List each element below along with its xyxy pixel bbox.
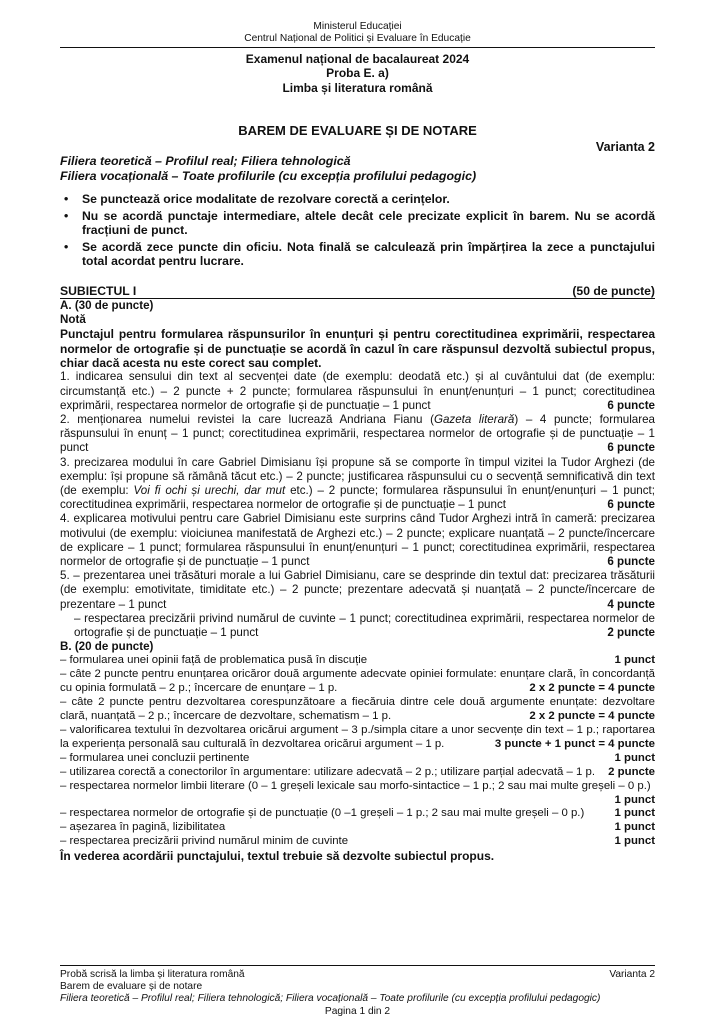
item-text-italic: Gazeta literară xyxy=(433,412,515,426)
final-note: În vederea acordării punctajului, textul trebuie să dezvolte subiectul propus. xyxy=(60,849,495,864)
subject-heading xyxy=(60,284,655,299)
part-a-title: A. (30 de puncte) xyxy=(60,299,154,312)
footer-filiere: Filiera teoretică – Profilul real; Filiera tehnologică; Filiera vocațională – Toate profilurile (cu excepția profilului pedagogic) xyxy=(60,993,601,1005)
list-item xyxy=(60,569,655,612)
nota-label: Notă xyxy=(60,313,86,327)
page-footer xyxy=(60,965,655,1018)
item-points: 1 punct xyxy=(614,835,655,848)
item-points: 2 x 2 puncte = 4 puncte xyxy=(529,710,655,723)
item-text: – câte 2 puncte pentru dezvoltarea corespunzătoare a fiecăruia dintre cele două argumente enunțate: dezvoltare clară, nuanțată – 2 p.; încercare de dezvoltare, schematism – 1 p. xyxy=(60,696,655,723)
item-text: – așezarea în pagină, lizibilitatea xyxy=(60,821,226,834)
list-item xyxy=(60,696,655,724)
item-points: 1 punct xyxy=(614,821,655,834)
filiera-line-2: Filiera vocațională – Toate profilurile (cu excepția profilului pedagogic) xyxy=(60,168,477,183)
list-item xyxy=(60,612,655,640)
item-points: 6 puncte xyxy=(607,498,655,512)
item-points: 4 puncte xyxy=(607,597,655,611)
footer-variant: Varianta 2 xyxy=(609,969,655,980)
page-number: Pagina 1 din 2 xyxy=(324,1005,391,1017)
list-item xyxy=(60,370,655,413)
footer-exam: Probă scrisă la limba și literatura română xyxy=(60,969,245,980)
item-text: – respectarea normelor limbii literare (0 – 1 greșeli lexicale sau morfo-sintactice – 1 p.; 2 sau mai multe greșeli – 0 p.) xyxy=(60,779,651,792)
item-points: 6 puncte xyxy=(607,398,655,412)
item-text: 4. explicarea motivului pentru care Gabriel Dimisianu este surprins când Tudor Arghezi intră în cameră: precizarea motivului (de exemplu: vioiciunea manifestată de Arghezi etc.) – 2 puncte; explicare nuanțată – 2 puncte/încercare de explicare – 1 punct; formularea răspunsului în enunț/enunțuri – 1 punct; corectitudinea exprimării, respectarea normelor de ortografie și de punctuație – 1 punct xyxy=(60,512,655,568)
exam-header xyxy=(60,52,655,95)
item-points: 2 puncte xyxy=(608,765,655,778)
list-item xyxy=(60,654,655,668)
item-points: 1 punct xyxy=(614,751,655,764)
rule-item: • Nu se acordă punctaje intermediare, altele decât cele precizate explicit în barem. Nu se acordă fracțiuni de punct. xyxy=(60,209,655,238)
item-text: – utilizarea corectă a conectorilor în argumentare: utilizare adecvată – 2 p.; utilizare parțial adecvată – 1 p. xyxy=(60,765,596,778)
nota-text: Punctajul pentru formularea răspunsurilor în enunțuri și pentru corectitudinea exprimării, respectarea normelor de ortografie și de punctuație se acordă în cazul în care răspunsul dezvoltă subiectul propus, chiar dacă acesta nu este corect sau complet. xyxy=(60,327,655,370)
item-text: 5. – prezentarea unei trăsături morale a lui Gabriel Dimisianu, care se desprinde din textul dat: precizarea trăsăturii (de exemplu: emotivitate, timiditate etc.) – 2 puncte; prezentare adecvată și nuanțată – 2 puncte/încercare de prezentare – 1 punct xyxy=(60,569,655,611)
item-text-part: 2. menționarea numelui revistei la care lucrează Andriana Fianu ( xyxy=(60,412,434,426)
footer-row xyxy=(60,969,655,981)
list-item xyxy=(60,668,655,696)
exam-title: Examenul național de bacalaureat 2024 xyxy=(245,52,470,66)
item-text-part: ) – 4 puncte; formularea răspunsului în enunț – 1 punct; corectitudinea exprimării, respectarea normelor de ortografie și de punctuație – 1 punct xyxy=(60,412,656,455)
item-points: 3 puncte + 1 punct = 4 puncte xyxy=(494,737,655,750)
list-item xyxy=(60,456,655,513)
ministry-name: Ministerul Educației xyxy=(313,21,402,32)
list-item xyxy=(60,512,655,569)
part-b-items xyxy=(60,654,655,849)
list-item xyxy=(60,807,655,821)
subject-one-section xyxy=(60,284,655,863)
item-text-italic: Voi fi ochi și urechi, dar mut xyxy=(133,483,286,497)
item-text-part: etc.) – 2 puncte; formularea răspunsului în enunț/enunțuri – 1 punct; corectitudinea exprimării, respectarea normelor de ortografie și de punctuație – 1 punct xyxy=(60,483,655,512)
item-points: 1 punct xyxy=(614,807,655,820)
item-text: 1. indicarea sensului din text al secvenței date (de exemplu: deodată etc.) și al cuvântului dat (de exemplu: circumstanță etc.) – 2 puncte + 2 puncte; formularea răspunsului în enunț/enunțuri – 1 punct; corectitudinea exprimării, respectarea normelor de ortografie și de punctuație – 1 punct xyxy=(60,370,655,412)
list-item xyxy=(60,413,655,456)
item-points: 2 x 2 puncte = 4 puncte xyxy=(529,682,655,695)
general-rules-list xyxy=(60,192,655,271)
item-text: – formularea unei concluzii pertinente xyxy=(60,751,250,764)
list-item xyxy=(60,780,655,808)
subject-title: SUBIECTUL I xyxy=(60,284,137,298)
proba-label: Proba E. a) xyxy=(326,66,389,81)
page-title: BAREM DE EVALUARE ȘI DE NOTARE xyxy=(238,123,477,138)
rule-item: • Se acordă zece puncte din oficiu. Nota finală se calculează prin împărțirea la zece a punctajului total acordat pentru lucrare. xyxy=(60,240,655,269)
list-item xyxy=(60,766,655,780)
item-text: – câte 2 puncte pentru enunțarea oricăror două argumente adecvate opiniei formulate: enunțare clară, în concordanță cu opinia formulată – 2 p.; încercare de enunțare – 1 p. xyxy=(60,668,655,695)
rule-item: • Se punctează orice modalitate de rezolvare corectă a cerințelor. xyxy=(60,192,655,207)
item-text: – respectarea normelor de ortografie și de punctuație (0 –1 greșeli – 1 p.; 2 sau mai multe greșeli – 0 p.) xyxy=(60,807,585,820)
list-item xyxy=(60,821,655,835)
subject-points: (50 de puncte) xyxy=(572,284,655,298)
list-item xyxy=(60,724,655,752)
item-text: – respectarea precizării privind numărul minim de cuvinte xyxy=(60,835,349,848)
part-b-title: B. (20 de puncte) xyxy=(60,640,154,654)
item-text: – formularea unei opinii față de problematica pusă în discuție xyxy=(60,654,368,667)
variant-label: Varianta 2 xyxy=(595,140,655,154)
filiera-line-1: Filiera teoretică – Profilul real; Filiera tehnologică xyxy=(60,154,351,168)
item-points: 6 puncte xyxy=(607,441,655,455)
ministry-header xyxy=(60,21,655,48)
item-points: 2 puncte xyxy=(607,626,655,640)
item-points: 1 punct xyxy=(614,654,655,667)
subject-label: Limba și literatura română xyxy=(282,80,433,95)
filiere-block xyxy=(60,154,655,183)
part-a-items xyxy=(60,370,655,640)
item-points: 6 puncte xyxy=(607,555,655,568)
item-text: – valorificarea textului în dezvoltarea oricărui argument – 3 p./simpla citare a unor secvențe din text – 1 p.; raportarea la experiența personală sau culturală în dezvoltarea oricărui argument – 1 p. xyxy=(60,724,655,750)
item-text-part: 3. precizarea modului în care Gabriel Dimisianu își propune să se comporte în timpul vizitei la Tudor Arghezi (de exemplu: își propune să rămână tăcut etc.) – 2 puncte; justificarea răspunsului cu o secvență semnificativă din text (de exemplu: xyxy=(60,455,655,497)
list-item xyxy=(60,752,655,766)
list-item xyxy=(60,835,655,849)
center-name: Centrul Național de Politici și Evaluare în Educație xyxy=(244,33,471,45)
footer-barem: Barem de evaluare și de notare xyxy=(60,981,203,993)
item-text: – respectarea precizării privind numărul de cuvinte – 1 punct; corectitudinea exprimării, respectarea normelor de ortografie și de punctuație – 1 punct xyxy=(74,611,655,640)
item-points: 1 punct xyxy=(614,793,655,806)
